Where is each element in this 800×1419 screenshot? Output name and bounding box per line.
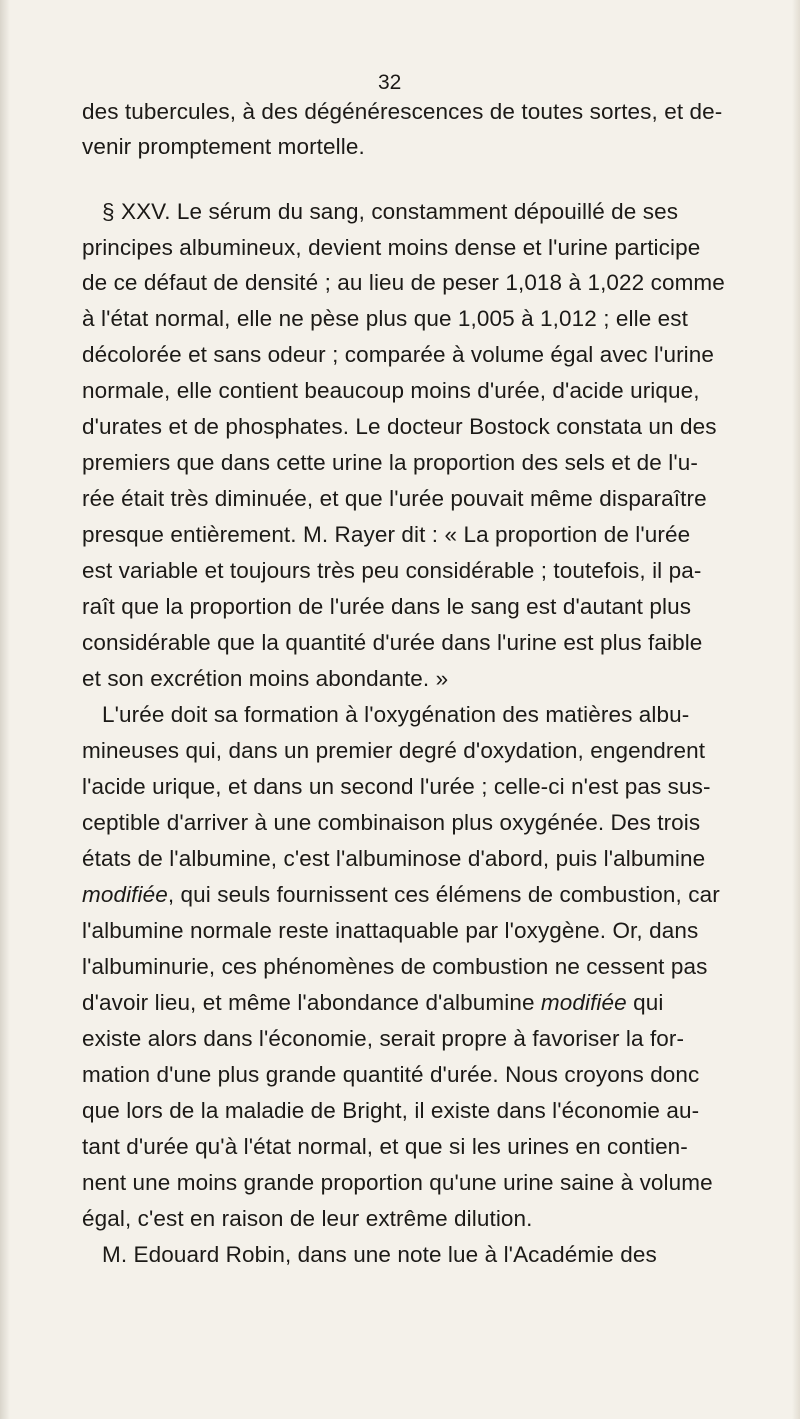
text-line: que lors de la maladie de Bright, il existe dans l'économie au-: [82, 1098, 700, 1123]
text-line: de ce défaut de densité ; au lieu de peser 1,018 à 1,022 comme: [82, 270, 725, 295]
text-line: est variable et toujours très peu considérable ; toutefois, il pa-: [82, 558, 702, 583]
text-line: l'acide urique, et dans un second l'urée ; celle-ci n'est pas sus-: [82, 774, 711, 799]
text-line: raît que la proportion de l'urée dans le sang est d'autant plus: [82, 594, 692, 619]
text-line: états de l'albumine, c'est l'albuminose d'abord, puis l'albumine: [82, 846, 706, 871]
section-heading-line: § XXV. Le sérum du sang, constamment dépouillé de ses: [102, 199, 679, 224]
text-line: normale, elle contient beaucoup moins d'urée, d'acide urique,: [82, 378, 700, 403]
text-line: mineuses qui, dans un premier degré d'oxydation, engendrent: [82, 738, 706, 763]
paragraph-start-line: L'urée doit sa formation à l'oxygénation des matières albu-: [102, 702, 690, 727]
text-line: presque entièrement. M. Rayer dit : « La proportion de l'urée: [82, 522, 691, 547]
text-line: ceptible d'arriver à une combinaison plus oxygénée. Des trois: [82, 810, 701, 835]
text-line: existe alors dans l'économie, serait propre à favoriser la for-: [82, 1026, 685, 1051]
text-line: modifiée, qui seuls fournissent ces élémens de combustion, car: [82, 882, 720, 907]
text-line: décolorée et sans odeur ; comparée à volume égal avec l'urine: [82, 342, 715, 367]
page-number: 32: [378, 71, 402, 94]
text-line: tant d'urée qu'à l'état normal, et que si les urines en contien-: [82, 1134, 688, 1159]
paragraph-start-line: M. Edouard Robin, dans une note lue à l'Académie des: [102, 1242, 657, 1267]
text-line: et son excrétion moins abondante. »: [82, 666, 449, 691]
page-edge-left: [0, 0, 10, 1419]
text-line: d'urates et de phosphates. Le docteur Bostock constata un des: [82, 414, 717, 439]
text-line: premiers que dans cette urine la proportion des sels et de l'u-: [82, 450, 698, 475]
text-line: venir promptement mortelle.: [82, 134, 365, 159]
text-line: nent une moins grande proportion qu'une urine saine à volume: [82, 1170, 713, 1195]
text-line: mation d'une plus grande quantité d'urée. Nous croyons donc: [82, 1062, 700, 1087]
page-edge-right: [792, 0, 800, 1419]
text-line: considérable que la quantité d'urée dans l'urine est plus faible: [82, 630, 703, 655]
text-line: rée était très diminuée, et que l'urée pouvait même disparaître: [82, 486, 707, 511]
text-line: égal, c'est en raison de leur extrême dilution.: [82, 1206, 533, 1231]
text-line: l'albumine normale reste inattaquable par l'oxygène. Or, dans: [82, 918, 699, 943]
text-line: des tubercules, à des dégénérescences de toutes sortes, et de-: [82, 99, 723, 124]
text-line: l'albuminurie, ces phénomènes de combustion ne cessent pas: [82, 954, 708, 979]
text-line: d'avoir lieu, et même l'abondance d'albumine modifiée qui: [82, 990, 664, 1015]
text-line: à l'état normal, elle ne pèse plus que 1,005 à 1,012 ; elle est: [82, 306, 688, 331]
text-line: principes albumineux, devient moins dense et l'urine participe: [82, 235, 701, 260]
